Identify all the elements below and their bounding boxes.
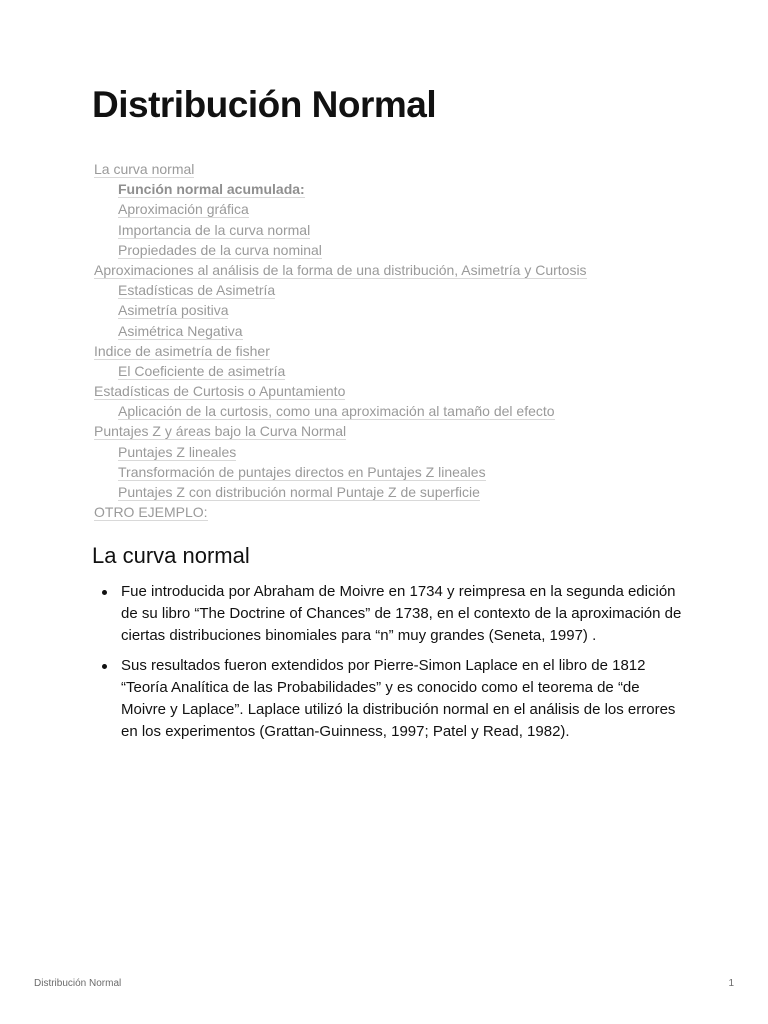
toc-item bbox=[94, 179, 587, 199]
toc-link[interactable]: Aproximación gráfica bbox=[118, 201, 249, 218]
toc-link[interactable]: Transformación de puntajes directos en Puntajes Z lineales bbox=[118, 463, 486, 480]
toc-item bbox=[94, 300, 587, 320]
toc-item bbox=[94, 462, 587, 482]
toc-link[interactable]: Puntajes Z con distribución normal Puntaje Z de superficie bbox=[118, 484, 480, 500]
toc-link[interactable]: Importancia de la curva normal bbox=[118, 221, 311, 238]
toc-item bbox=[94, 401, 587, 421]
bullet-text: Sus resultados fueron extendidos por Pierre-Simon Laplace en el libro de 1812 “Teoría Analítica de las Probabilidades” y es conocido como el teorema de “de Moivre y Laplace”. Laplace utilizó la distribución normal en el análisis de los errores en los experimentos (Grattan-Guinness, 1997; Patel y Read, 1982). bbox=[121, 657, 676, 740]
toc-item bbox=[94, 482, 587, 502]
toc-link[interactable]: OTRO EJEMPLO: bbox=[94, 504, 208, 521]
footer-page-number: 1 bbox=[728, 978, 734, 989]
toc-item bbox=[94, 220, 587, 240]
bullet-icon bbox=[102, 590, 107, 595]
list-item bbox=[92, 655, 682, 743]
page-title: Distribución Normal bbox=[92, 84, 437, 125]
footer-title: Distribución Normal bbox=[34, 978, 122, 989]
toc-item bbox=[94, 159, 587, 179]
list-item bbox=[92, 581, 682, 647]
toc-item bbox=[94, 361, 587, 381]
table-of-contents bbox=[94, 159, 587, 522]
toc-item bbox=[94, 260, 587, 280]
toc-link[interactable]: Aplicación de la curtosis, como una aproximación al tamaño del efecto bbox=[118, 403, 555, 420]
toc-link[interactable]: Indice de asimetría de fisher bbox=[94, 342, 270, 359]
toc-link[interactable]: La curva normal bbox=[94, 161, 195, 177]
toc-item bbox=[94, 381, 587, 401]
toc-link[interactable]: Puntajes Z y áreas bajo la Curva Normal bbox=[94, 423, 347, 440]
toc-link[interactable]: Función normal acumulada: bbox=[118, 181, 305, 198]
toc-link[interactable]: Puntajes Z lineales bbox=[118, 443, 237, 460]
bullet-icon bbox=[102, 664, 107, 669]
section-heading: La curva normal bbox=[92, 543, 250, 568]
toc-item bbox=[94, 199, 587, 219]
toc-item bbox=[94, 421, 587, 441]
toc-item bbox=[94, 341, 587, 361]
toc-link[interactable]: Propiedades de la curva nominal bbox=[118, 241, 322, 258]
toc-link[interactable]: El Coeficiente de asimetría bbox=[118, 362, 286, 379]
toc-item bbox=[94, 321, 587, 341]
toc-item bbox=[94, 502, 587, 522]
toc-link[interactable]: Asimetría positiva bbox=[118, 302, 229, 319]
toc-item bbox=[94, 240, 587, 260]
toc-item bbox=[94, 442, 587, 462]
bullet-list bbox=[92, 581, 682, 751]
toc-item bbox=[94, 280, 587, 300]
bullet-text: Fue introducida por Abraham de Moivre en 1734 y reimpresa en la segunda edición de su libro “The Doctrine of Chances” de 1738, en el contexto de la aproximación de ciertas distribuciones binomiales para “n” muy grandes (Seneta, 1997) . bbox=[121, 583, 682, 644]
toc-link[interactable]: Estadísticas de Curtosis o Apuntamiento bbox=[94, 383, 346, 400]
toc-link[interactable]: Aproximaciones al análisis de la forma de una distribución, Asimetría y Curtosis bbox=[94, 261, 587, 278]
toc-link[interactable]: Asimétrica Negativa bbox=[118, 322, 243, 339]
toc-link[interactable]: Estadísticas de Asimetría bbox=[118, 282, 276, 299]
